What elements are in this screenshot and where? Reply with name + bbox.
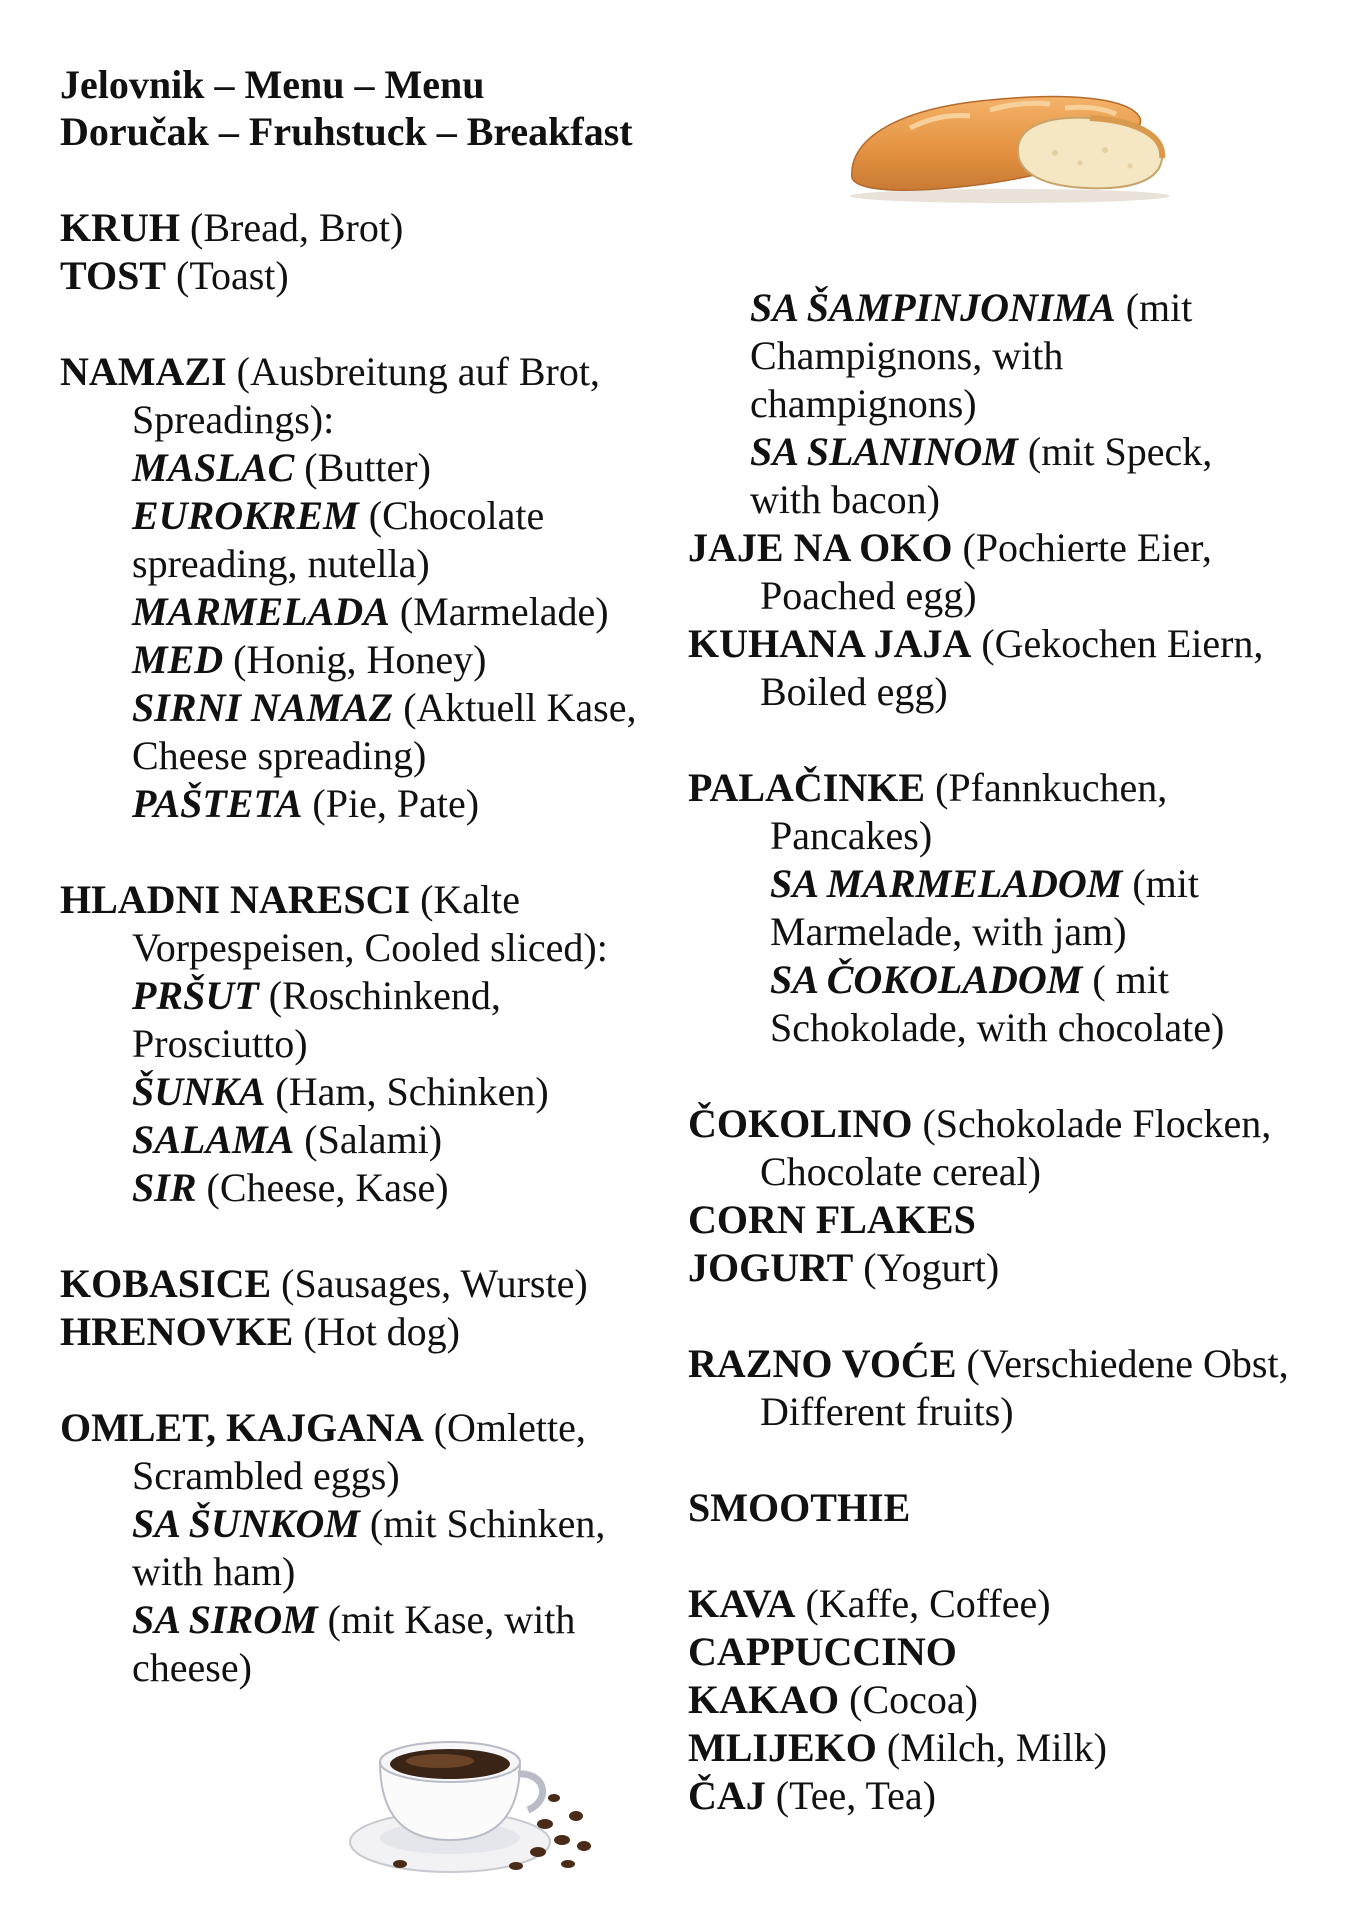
menu-item-pasteta xyxy=(132,780,479,828)
section-omlet-desc-cont: Scrambled eggs) xyxy=(132,1453,400,1498)
menu-item-jogurt xyxy=(688,1244,999,1292)
menu-item-kuhana-jaja-cont: Boiled egg) xyxy=(760,669,948,714)
item-name: PALAČINKE xyxy=(688,765,926,810)
section-namazi xyxy=(60,348,600,396)
menu-item-kuhana-jaja xyxy=(688,620,1263,668)
menu-item-cappuccino xyxy=(688,1628,957,1676)
menu-subtitle: Doručak – Fruhstuck – Breakfast xyxy=(60,109,633,154)
menu-item-sa-sunkom-cont: with ham) xyxy=(132,1549,296,1594)
item-name: SA ŠAMPINJONIMA xyxy=(750,285,1116,330)
item-desc: (Aktuell Kase, xyxy=(393,685,637,730)
menu-item-sirni-namaz xyxy=(132,684,636,732)
item-desc: (Cheese, Kase) xyxy=(196,1165,449,1210)
menu-item-tost xyxy=(60,252,289,300)
item-desc: (Pie, Pate) xyxy=(302,781,480,826)
menu-item-razno-voce-cont: Different fruits) xyxy=(760,1389,1014,1434)
menu-item-corn-flakes xyxy=(688,1196,976,1244)
item-name: KAKAO xyxy=(688,1677,840,1722)
item-name: SIRNI NAMAZ xyxy=(132,685,394,730)
item-desc: (Verschiedene Obst, xyxy=(956,1341,1289,1386)
item-desc: (Ausbreitung auf Brot, xyxy=(226,349,600,394)
menu-item-sirni-namaz-cont: Cheese spreading) xyxy=(132,733,427,778)
menu-item-kruh xyxy=(60,204,403,252)
menu-item-smoothie xyxy=(688,1484,910,1532)
menu-item-sa-marmeladom xyxy=(770,860,1199,908)
menu-item-sa-cokoladom xyxy=(770,956,1169,1004)
menu-item-sa-cokoladom-cont: Schokolade, with chocolate) xyxy=(770,1005,1225,1050)
item-desc: (mit xyxy=(1115,285,1193,330)
menu-item-kakao xyxy=(688,1676,978,1724)
menu-item-kava xyxy=(688,1580,1051,1628)
item-desc: (Kaffe, Coffee) xyxy=(795,1581,1051,1626)
menu-item-marmelada xyxy=(132,588,609,636)
item-name: RAZNO VOĆE xyxy=(688,1341,957,1386)
section-namazi-desc-cont: Spreadings): xyxy=(132,397,335,442)
menu-item-sa-slaninom xyxy=(750,428,1212,476)
item-name: SALAMA xyxy=(132,1117,295,1162)
menu-title: Jelovnik – Menu – Menu xyxy=(60,62,485,107)
item-desc: (Ham, Schinken) xyxy=(265,1069,549,1114)
item-name: KAVA xyxy=(688,1581,796,1626)
menu-item-caj xyxy=(688,1772,936,1820)
item-desc: (Cocoa) xyxy=(839,1677,978,1722)
item-desc: (mit Kase, with xyxy=(317,1597,576,1642)
menu-item-sa-sampinjonima xyxy=(750,284,1192,332)
menu-item-maslac xyxy=(132,444,431,492)
item-name: ČOKOLINO xyxy=(688,1101,913,1146)
item-desc: (Omlette, xyxy=(423,1405,586,1450)
item-name: SIR xyxy=(132,1165,197,1210)
item-desc: (Butter) xyxy=(294,445,431,490)
item-desc: (Honig, Honey) xyxy=(223,637,487,682)
menu-item-sa-sirom xyxy=(132,1596,575,1644)
menu-item-sir xyxy=(132,1164,449,1212)
item-name: EUROKREM xyxy=(132,493,359,538)
item-desc: (Roschinkend, xyxy=(258,973,501,1018)
item-desc: (Chocolate xyxy=(358,493,545,538)
item-desc: (Kalte xyxy=(410,877,521,922)
item-name: KUHANA JAJA xyxy=(688,621,972,666)
menu-item-sa-sunkom xyxy=(132,1500,605,1548)
item-desc: (mit Schinken, xyxy=(359,1501,606,1546)
item-name: ČAJ xyxy=(688,1773,766,1818)
menu-item-eurokrem xyxy=(132,492,544,540)
item-name: NAMAZI xyxy=(60,349,227,394)
item-name: JOGURT xyxy=(688,1245,854,1290)
item-name: KOBASICE xyxy=(60,1261,272,1306)
section-hladni-desc-cont: Vorpespeisen, Cooled sliced): xyxy=(132,925,608,970)
section-palacinke-desc-cont: Pancakes) xyxy=(770,813,933,858)
item-name: CAPPUCCINO xyxy=(688,1629,957,1674)
menu-item-sa-slaninom-cont: with bacon) xyxy=(750,477,940,522)
menu-item-eurokrem-cont: spreading, nutella) xyxy=(132,541,430,586)
menu-item-med xyxy=(132,636,486,684)
item-desc: (Schokolade Flocken, xyxy=(912,1101,1272,1146)
item-name: JAJE NA OKO xyxy=(688,525,953,570)
item-desc: (Salami) xyxy=(294,1117,443,1162)
item-name: HLADNI NARESCI xyxy=(60,877,411,922)
item-desc: (Marmelade) xyxy=(389,589,609,634)
menu-item-prsut xyxy=(132,972,501,1020)
item-desc: (Gekochen Eiern, xyxy=(971,621,1264,666)
menu-item-cokolino-cont: Chocolate cereal) xyxy=(760,1149,1041,1194)
item-name: SA SIROM xyxy=(132,1597,318,1642)
item-name: ŠUNKA xyxy=(132,1069,266,1114)
item-name: CORN FLAKES xyxy=(688,1197,976,1242)
section-palacinke xyxy=(688,764,1167,812)
item-name: SA SLANINOM xyxy=(750,429,1018,474)
section-omlet xyxy=(60,1404,586,1452)
item-name: PAŠTETA xyxy=(132,781,303,826)
item-name: SA ČOKOLADOM xyxy=(770,957,1083,1002)
item-desc: (Milch, Milk) xyxy=(876,1725,1107,1770)
section-hladni-naresci xyxy=(60,876,520,924)
item-desc: ( mit xyxy=(1082,957,1169,1002)
item-name: OMLET, KAJGANA xyxy=(60,1405,424,1450)
item-name: PRŠUT xyxy=(132,973,259,1018)
menu-item-sunka xyxy=(132,1068,549,1116)
item-desc: (Pfannkuchen, xyxy=(925,765,1168,810)
item-desc: (Bread, Brot) xyxy=(180,205,404,250)
item-desc: (Toast) xyxy=(166,253,289,298)
menu-item-jaje-na-oko-cont: Poached egg) xyxy=(760,573,977,618)
menu-item-hrenovke xyxy=(60,1308,460,1356)
item-desc: (mit Speck, xyxy=(1017,429,1213,474)
item-desc: (Pochierte Eier, xyxy=(952,525,1212,570)
menu-item-jaje-na-oko xyxy=(688,524,1212,572)
menu-item-razno-voce xyxy=(688,1340,1289,1388)
menu-item-cokolino xyxy=(688,1100,1271,1148)
coffee-cup-illustration xyxy=(340,1712,600,1887)
item-name: MED xyxy=(132,637,224,682)
item-name: SA MARMELADOM xyxy=(770,861,1123,906)
item-desc: (Sausages, Wurste) xyxy=(271,1261,588,1306)
item-name: HRENOVKE xyxy=(60,1309,294,1354)
menu-item-prsut-cont: Prosciutto) xyxy=(132,1021,308,1066)
item-name: SA ŠUNKOM xyxy=(132,1501,360,1546)
item-desc: (Hot dog) xyxy=(293,1309,460,1354)
item-name: KRUH xyxy=(60,205,180,250)
menu-item-salama xyxy=(132,1116,442,1164)
menu-item-sa-sirom-cont: cheese) xyxy=(132,1645,252,1690)
item-name: SMOOTHIE xyxy=(688,1485,911,1530)
bread-baguette-illustration xyxy=(840,78,1180,213)
item-desc: (mit xyxy=(1122,861,1200,906)
menu-item-sa-sampinjonima-cont2: champignons) xyxy=(750,381,977,426)
item-name: MASLAC xyxy=(132,445,295,490)
menu-item-sa-sampinjonima-cont: Champignons, with xyxy=(750,333,1064,378)
item-desc: (Yogurt) xyxy=(853,1245,1000,1290)
menu-item-kobasice xyxy=(60,1260,588,1308)
item-desc: (Tee, Tea) xyxy=(765,1773,936,1818)
item-name: MLIJEKO xyxy=(688,1725,877,1770)
menu-item-sa-marmeladom-cont: Marmelade, with jam) xyxy=(770,909,1127,954)
menu-item-mlijeko xyxy=(688,1724,1107,1772)
item-name: MARMELADA xyxy=(132,589,390,634)
item-name: TOST xyxy=(60,253,166,298)
